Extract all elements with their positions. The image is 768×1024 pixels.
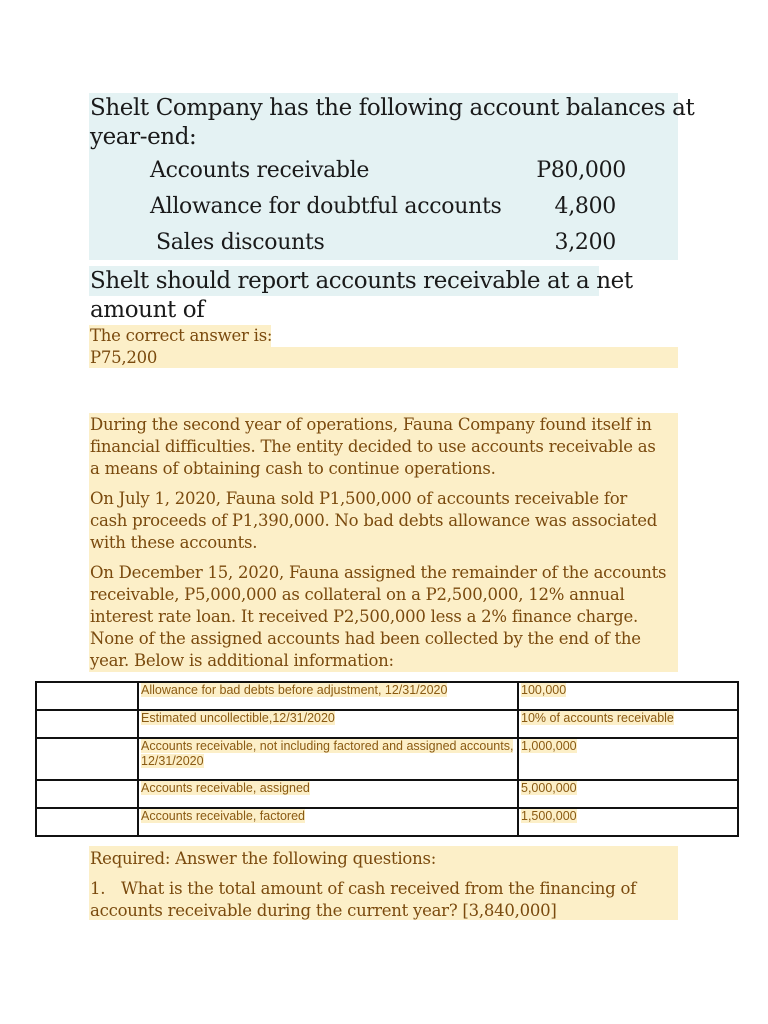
question1-prompt-line2: amount of bbox=[90, 297, 205, 323]
table-label-cell: Allowance for bad debts before adjustment, 12/31/2020 bbox=[138, 682, 518, 710]
paragraph-3-line-5: year. Below is additional information: bbox=[90, 651, 394, 670]
balance-value-allowance: 4,800 bbox=[554, 194, 616, 219]
table-empty-cell bbox=[36, 710, 138, 738]
paragraph-2-line-1: On July 1, 2020, Fauna sold P1,500,000 of accounts receivable for bbox=[90, 489, 628, 508]
table-value-cell: 100,000 bbox=[518, 682, 738, 710]
paragraph-1-line-3: a means of obtaining cash to continue operations. bbox=[90, 459, 496, 478]
table-label-cell: Accounts receivable, factored bbox=[138, 808, 518, 836]
table-empty-cell bbox=[36, 682, 138, 710]
paragraph-3-line-1: On December 15, 2020, Fauna assigned the remainder of the accounts bbox=[90, 563, 667, 582]
required-heading: Required: Answer the following questions: bbox=[90, 849, 436, 868]
question1-prompt-line1: Shelt should report accounts receivable at a net bbox=[90, 268, 633, 294]
table-row bbox=[36, 710, 738, 738]
paragraph-3-line-3: interest rate loan. It received P2,500,000 less a 2% finance charge. bbox=[90, 607, 638, 626]
answer-value: P75,200 bbox=[90, 348, 158, 367]
table-value-cell: 5,000,000 bbox=[518, 780, 738, 808]
table-row bbox=[36, 780, 738, 808]
question1-intro-line1: Shelt Company has the following account balances at bbox=[90, 95, 695, 121]
paragraph-2-line-2: cash proceeds of P1,390,000. No bad debts allowance was associated bbox=[90, 511, 658, 530]
answer-value-highlight bbox=[89, 347, 678, 368]
paragraph-1-line-2: financial difficulties. The entity decided to use accounts receivable as bbox=[90, 437, 656, 456]
table-empty-cell bbox=[36, 738, 138, 780]
paragraph-2-line-3: with these accounts. bbox=[90, 533, 258, 552]
question-number: 1. bbox=[90, 879, 106, 898]
table-empty-cell bbox=[36, 780, 138, 808]
table-value-cell: 1,500,000 bbox=[518, 808, 738, 836]
table-label-cell: Accounts receivable, not including factored and assigned accounts, 12/31/2020 bbox=[138, 738, 518, 780]
paragraph-3-line-4: None of the assigned accounts had been collected by the end of the bbox=[90, 629, 641, 648]
question-line-2: accounts receivable during the current year? [3,840,000] bbox=[90, 901, 557, 920]
balance-label-accounts-receivable: Accounts receivable bbox=[150, 158, 370, 183]
balance-value-sales-discounts: 3,200 bbox=[554, 230, 616, 255]
balance-value-accounts-receivable: P80,000 bbox=[536, 158, 626, 183]
table-label-cell: Estimated uncollectible,12/31/2020 bbox=[138, 710, 518, 738]
table-value-cell: 1,000,000 bbox=[518, 738, 738, 780]
table-value-cell: 10% of accounts receivable bbox=[518, 710, 738, 738]
paragraph-1-line-1: During the second year of operations, Fauna Company found itself in bbox=[90, 415, 652, 434]
table-row bbox=[36, 738, 738, 780]
balance-label-allowance: Allowance for doubtful accounts bbox=[150, 194, 502, 219]
table-row bbox=[36, 808, 738, 836]
answer-label: The correct answer is: bbox=[90, 326, 273, 345]
question1-intro-line2: year-end: bbox=[90, 124, 197, 150]
table-label-cell: Accounts receivable, assigned bbox=[138, 780, 518, 808]
question-line-1: What is the total amount of cash received from the financing of bbox=[121, 879, 636, 898]
additional-info-table bbox=[35, 681, 739, 837]
balance-label-sales-discounts: Sales discounts bbox=[156, 230, 325, 255]
table-row bbox=[36, 682, 738, 710]
paragraph-3-line-2: receivable, P5,000,000 as collateral on a P2,500,000, 12% annual bbox=[90, 585, 625, 604]
table-empty-cell bbox=[36, 808, 138, 836]
